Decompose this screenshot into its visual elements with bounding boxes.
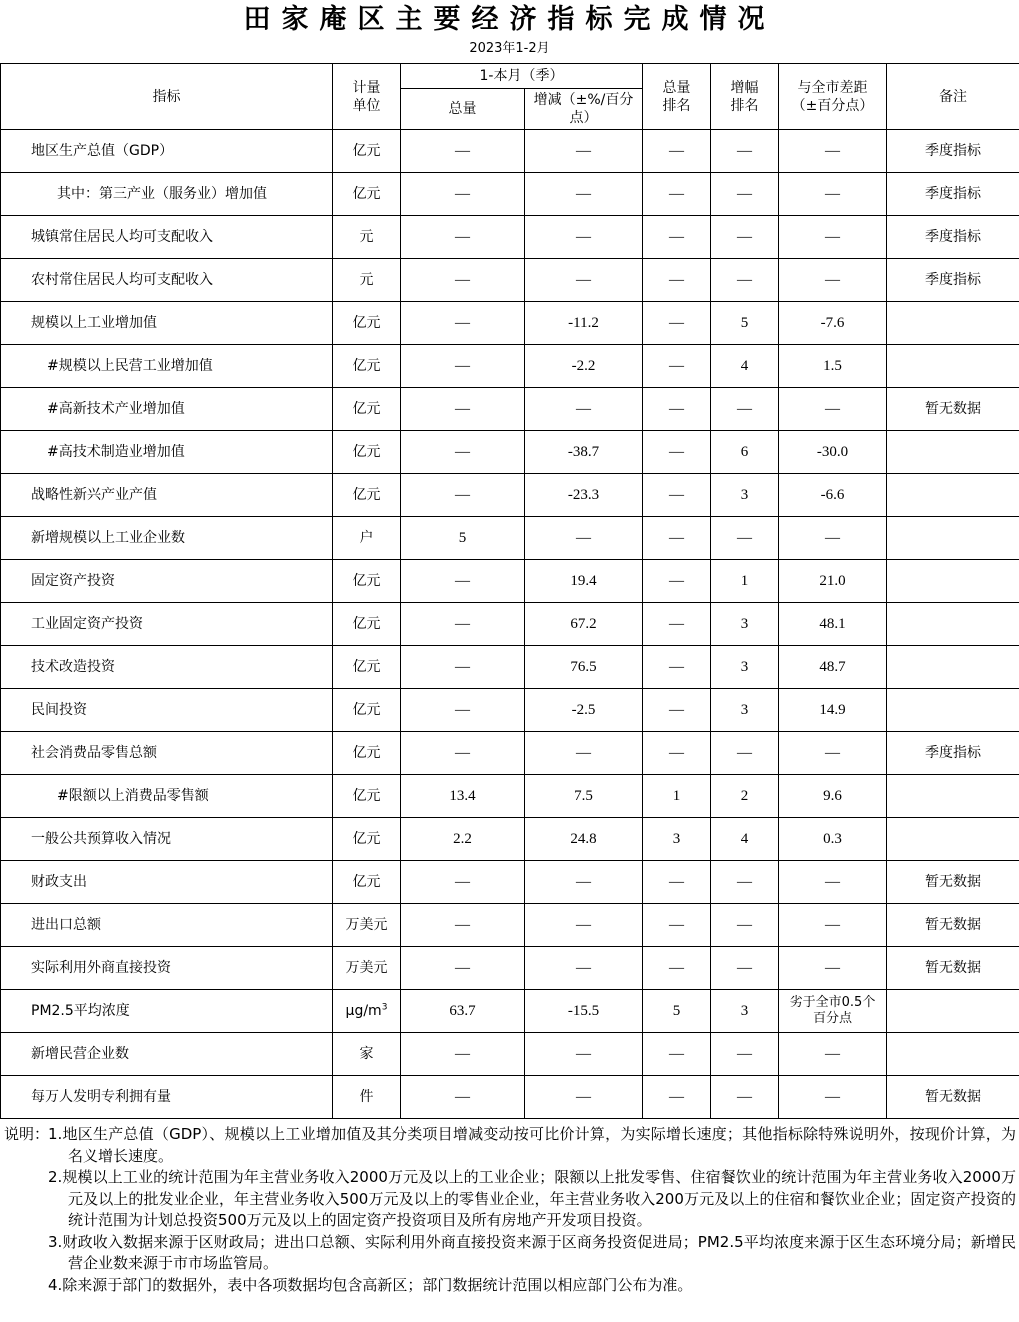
cell-gap: 14.9 [779, 689, 887, 732]
header-unit: 计量单位 [333, 64, 401, 130]
cell-unit: 亿元 [333, 345, 401, 388]
cell-gap: — [779, 388, 887, 431]
cell-change: -11.2 [525, 302, 643, 345]
cell-remark [887, 646, 1019, 689]
cell-total-rank: — [643, 130, 711, 173]
cell-change: — [525, 1033, 643, 1076]
cell-remark: 季度指标 [887, 259, 1019, 302]
header-period: 1-本月（季） [401, 64, 643, 89]
cell-gap: — [779, 259, 887, 302]
cell-total: 13.4 [401, 775, 525, 818]
cell-remark [887, 345, 1019, 388]
cell-remark: 暂无数据 [887, 1076, 1019, 1119]
cell-remark: 季度指标 [887, 130, 1019, 173]
table-row [1, 603, 1019, 646]
cell-growth-rank: — [711, 517, 779, 560]
cell-remark [887, 517, 1019, 560]
table-row [1, 130, 1019, 173]
table-row [1, 345, 1019, 388]
table-row [1, 947, 1019, 990]
cell-change: 24.8 [525, 818, 643, 861]
cell-gap: 21.0 [779, 560, 887, 603]
cell-growth-rank: — [711, 1033, 779, 1076]
cell-growth-rank: 3 [711, 689, 779, 732]
table-row [1, 173, 1019, 216]
cell-total-rank: — [643, 603, 711, 646]
cell-remark [887, 474, 1019, 517]
table-row [1, 388, 1019, 431]
cell-total-rank: — [643, 474, 711, 517]
cell-unit: 亿元 [333, 173, 401, 216]
cell-indicator-name: 新增民营企业数 [1, 1033, 333, 1076]
cell-indicator-name: #限额以上消费品零售额 [1, 775, 333, 818]
cell-change: 67.2 [525, 603, 643, 646]
cell-change: -2.5 [525, 689, 643, 732]
cell-unit: 亿元 [333, 431, 401, 474]
cell-total-rank: — [643, 216, 711, 259]
table-row [1, 302, 1019, 345]
header-remark: 备注 [887, 64, 1019, 130]
table-row [1, 474, 1019, 517]
cell-indicator-name: 城镇常住居民人均可支配收入 [1, 216, 333, 259]
cell-unit: 亿元 [333, 130, 401, 173]
cell-gap: — [779, 904, 887, 947]
cell-unit: 亿元 [333, 560, 401, 603]
table-row [1, 1033, 1019, 1076]
cell-total: — [401, 947, 525, 990]
cell-total: — [401, 216, 525, 259]
cell-growth-rank: — [711, 947, 779, 990]
note-item: 1.地区生产总值（GDP）、规模以上工业增加值及其分类项目增减变动按可比价计算，为实际增长速度；其他指标除特殊说明外，按现价计算，为名义增长速度。 [48, 1125, 1016, 1165]
cell-unit: 亿元 [333, 388, 401, 431]
cell-gap: 48.7 [779, 646, 887, 689]
cell-remark: 季度指标 [887, 173, 1019, 216]
cell-total-rank: — [643, 689, 711, 732]
cell-gap: — [779, 861, 887, 904]
cell-indicator-name: #高技术制造业增加值 [1, 431, 333, 474]
cell-remark [887, 689, 1019, 732]
cell-growth-rank: — [711, 173, 779, 216]
cell-gap: -6.6 [779, 474, 887, 517]
cell-total: — [401, 603, 525, 646]
cell-gap: -30.0 [779, 431, 887, 474]
cell-total-rank: — [643, 302, 711, 345]
cell-gap: — [779, 130, 887, 173]
cell-change: — [525, 130, 643, 173]
cell-total-rank: — [643, 861, 711, 904]
cell-total-rank: 3 [643, 818, 711, 861]
table-row [1, 259, 1019, 302]
cell-total: — [401, 388, 525, 431]
cell-unit: 万美元 [333, 904, 401, 947]
cell-gap: 劣于全市0.5个百分点 [779, 990, 887, 1033]
cell-total-rank: — [643, 259, 711, 302]
cell-growth-rank: — [711, 130, 779, 173]
cell-total-rank: — [643, 732, 711, 775]
note-item: 2.规模以上工业的统计范围为年主营业务收入2000万元及以上的工业企业；限额以上批发零售、住宿餐饮业的统计范围为年主营业务收入2000万元及以上的批发业企业，年主营业务收入500万元及以上的零售业企业，年主营业务收入200万元及以上的住宿和餐饮业企业；固定资产投资的统计范围为计划总投资500万元及以上的固定资产投资项目及所有房地产开发项目投资。 [48, 1168, 1016, 1229]
cell-change: -23.3 [525, 474, 643, 517]
cell-total: — [401, 431, 525, 474]
cell-total: — [401, 1033, 525, 1076]
cell-gap: — [779, 216, 887, 259]
cell-gap: 9.6 [779, 775, 887, 818]
cell-indicator-name: 规模以上工业增加值 [1, 302, 333, 345]
cell-growth-rank: 2 [711, 775, 779, 818]
table-row [1, 517, 1019, 560]
header-total: 总量 [401, 89, 525, 130]
cell-remark: 暂无数据 [887, 861, 1019, 904]
header-change: 增减（±%/百分点） [525, 89, 643, 130]
cell-unit: 亿元 [333, 689, 401, 732]
cell-remark [887, 1033, 1019, 1076]
cell-remark [887, 560, 1019, 603]
cell-total: — [401, 904, 525, 947]
cell-growth-rank: 4 [711, 818, 779, 861]
cell-total: — [401, 173, 525, 216]
cell-change: — [525, 216, 643, 259]
cell-remark [887, 990, 1019, 1033]
cell-growth-rank: 3 [711, 646, 779, 689]
header-total-rank: 总量排名 [643, 64, 711, 130]
cell-indicator-name: 工业固定资产投资 [1, 603, 333, 646]
cell-growth-rank: — [711, 388, 779, 431]
cell-total-rank: — [643, 345, 711, 388]
cell-indicator-name: 新增规模以上工业企业数 [1, 517, 333, 560]
cell-total: 5 [401, 517, 525, 560]
cell-unit: 万美元 [333, 947, 401, 990]
cell-remark [887, 302, 1019, 345]
cell-unit: 件 [333, 1076, 401, 1119]
cell-unit: 亿元 [333, 603, 401, 646]
cell-growth-rank: 1 [711, 560, 779, 603]
table-row [1, 732, 1019, 775]
table-row [1, 990, 1019, 1033]
cell-indicator-name: 技术改造投资 [1, 646, 333, 689]
cell-growth-rank: — [711, 904, 779, 947]
cell-unit: 亿元 [333, 818, 401, 861]
cell-change: — [525, 173, 643, 216]
cell-remark: 暂无数据 [887, 947, 1019, 990]
cell-unit: 亿元 [333, 732, 401, 775]
cell-total: 2.2 [401, 818, 525, 861]
cell-total-rank: 1 [643, 775, 711, 818]
header-growth-rank: 增幅排名 [711, 64, 779, 130]
cell-gap: — [779, 1033, 887, 1076]
cell-growth-rank: — [711, 1076, 779, 1119]
cell-change: 7.5 [525, 775, 643, 818]
table-row [1, 689, 1019, 732]
cell-remark: 暂无数据 [887, 904, 1019, 947]
table-row [1, 1076, 1019, 1119]
cell-change: — [525, 388, 643, 431]
cell-change: -38.7 [525, 431, 643, 474]
cell-total-rank: — [643, 947, 711, 990]
page-title: 田家庵区主要经济指标完成情况 [243, 4, 776, 35]
table-row [1, 216, 1019, 259]
cell-change: 76.5 [525, 646, 643, 689]
cell-change: 19.4 [525, 560, 643, 603]
cell-unit: 亿元 [333, 861, 401, 904]
cell-unit: 亿元 [333, 646, 401, 689]
cell-total-rank: — [643, 1076, 711, 1119]
cell-total-rank: — [643, 646, 711, 689]
cell-remark [887, 431, 1019, 474]
report-period: 2023年1-2月 [469, 41, 550, 56]
cell-growth-rank: — [711, 732, 779, 775]
cell-unit: 元 [333, 216, 401, 259]
cell-indicator-name: 进出口总额 [1, 904, 333, 947]
cell-gap: — [779, 173, 887, 216]
indicators-table [0, 63, 1019, 1119]
header-gap: 与全市差距（±百分点） [779, 64, 887, 130]
note-item: 4.除来源于部门的数据外，表中各项数据均包含高新区；部门数据统计范围以相应部门公布为准。 [48, 1275, 693, 1294]
cell-total: — [401, 130, 525, 173]
cell-total-rank: — [643, 517, 711, 560]
cell-remark [887, 775, 1019, 818]
cell-change: -15.5 [525, 990, 643, 1033]
cell-indicator-name: 社会消费品零售总额 [1, 732, 333, 775]
cell-gap: 1.5 [779, 345, 887, 388]
table-row [1, 904, 1019, 947]
table-row [1, 818, 1019, 861]
cell-unit: 元 [333, 259, 401, 302]
cell-total-rank: — [643, 388, 711, 431]
cell-growth-rank: 3 [711, 474, 779, 517]
cell-indicator-name: 战略性新兴产业产值 [1, 474, 333, 517]
cell-total: — [401, 259, 525, 302]
cell-indicator-name: 固定资产投资 [1, 560, 333, 603]
cell-change: — [525, 947, 643, 990]
table-row [1, 560, 1019, 603]
cell-growth-rank: — [711, 216, 779, 259]
cell-total: — [401, 345, 525, 388]
cell-total: — [401, 1076, 525, 1119]
cell-change: — [525, 517, 643, 560]
cell-total-rank: — [643, 560, 711, 603]
cell-indicator-name: #高新技术产业增加值 [1, 388, 333, 431]
cell-total: — [401, 861, 525, 904]
cell-total: — [401, 732, 525, 775]
cell-gap: 48.1 [779, 603, 887, 646]
cell-gap: 0.3 [779, 818, 887, 861]
cell-growth-rank: 4 [711, 345, 779, 388]
cell-total: — [401, 302, 525, 345]
cell-indicator-name: PM2.5平均浓度 [1, 990, 333, 1033]
cell-change: -2.2 [525, 345, 643, 388]
table-row [1, 775, 1019, 818]
cell-change: — [525, 861, 643, 904]
cell-change: — [525, 1076, 643, 1119]
cell-total-rank: 5 [643, 990, 711, 1033]
table-row [1, 646, 1019, 689]
cell-unit: 亿元 [333, 474, 401, 517]
header-indicator: 指标 [1, 64, 333, 130]
cell-gap: — [779, 517, 887, 560]
cell-growth-rank: 6 [711, 431, 779, 474]
cell-unit: 亿元 [333, 775, 401, 818]
notes-section [4, 1124, 1016, 1296]
cell-total-rank: — [643, 173, 711, 216]
cell-growth-rank: 3 [711, 990, 779, 1033]
cell-unit: 户 [333, 517, 401, 560]
cell-total: — [401, 646, 525, 689]
cell-change: — [525, 904, 643, 947]
table-row [1, 861, 1019, 904]
cell-gap: — [779, 947, 887, 990]
cell-gap: — [779, 732, 887, 775]
cell-unit: 亿元 [333, 302, 401, 345]
cell-total-rank: — [643, 431, 711, 474]
cell-remark: 暂无数据 [887, 388, 1019, 431]
table-row [1, 431, 1019, 474]
cell-change: — [525, 732, 643, 775]
cell-remark [887, 603, 1019, 646]
cell-total: — [401, 689, 525, 732]
cell-growth-rank: — [711, 861, 779, 904]
cell-growth-rank: 3 [711, 603, 779, 646]
cell-indicator-name: 民间投资 [1, 689, 333, 732]
cell-growth-rank: — [711, 259, 779, 302]
cell-gap: — [779, 1076, 887, 1119]
cell-indicator-name: 每万人发明专利拥有量 [1, 1076, 333, 1119]
cell-indicator-name: 财政支出 [1, 861, 333, 904]
note-item: 3.财政收入数据来源于区财政局；进出口总额、实际利用外商直接投资来源于区商务投资促进局；PM2.5平均浓度来源于区生态环境分局；新增民营企业数来源于市市场监管局。 [48, 1232, 1016, 1272]
notes-lead: 说明： [4, 1125, 50, 1143]
cell-indicator-name: 地区生产总值（GDP） [1, 130, 333, 173]
cell-indicator-name: 农村常住居民人均可支配收入 [1, 259, 333, 302]
cell-indicator-name: 其中：第三产业（服务业）增加值 [1, 173, 333, 216]
cell-growth-rank: 5 [711, 302, 779, 345]
cell-indicator-name: 一般公共预算收入情况 [1, 818, 333, 861]
cell-change: — [525, 259, 643, 302]
cell-total: 63.7 [401, 990, 525, 1033]
cell-indicator-name: 实际利用外商直接投资 [1, 947, 333, 990]
cell-remark: 季度指标 [887, 216, 1019, 259]
cell-gap: -7.6 [779, 302, 887, 345]
cell-unit: 家 [333, 1033, 401, 1076]
cell-remark [887, 818, 1019, 861]
cell-remark: 季度指标 [887, 732, 1019, 775]
cell-indicator-name: #规模以上民营工业增加值 [1, 345, 333, 388]
cell-total-rank: — [643, 904, 711, 947]
cell-total-rank: — [643, 1033, 711, 1076]
cell-total: — [401, 560, 525, 603]
cell-unit: $\mu g/m^3$ [333, 990, 401, 1033]
cell-total: — [401, 474, 525, 517]
